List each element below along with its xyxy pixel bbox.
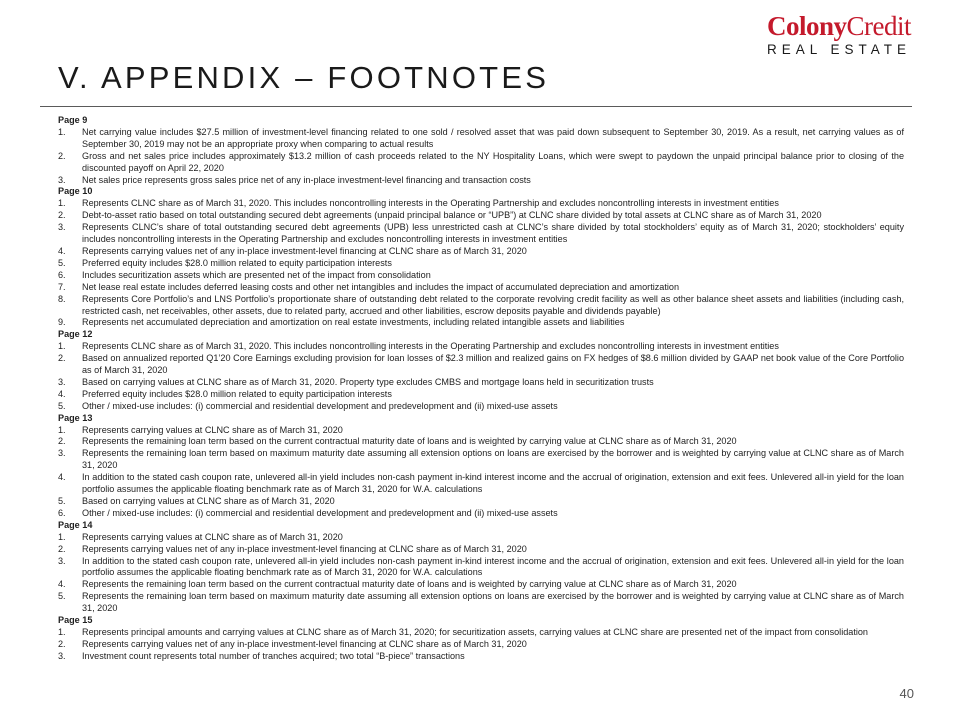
logo-colony: Colony — [766, 11, 847, 41]
page-title: V. APPENDIX – FOOTNOTES — [58, 60, 550, 95]
footnote-item — [58, 175, 904, 187]
section-heading: Page 13 — [58, 412, 93, 423]
footnote-item — [58, 401, 904, 413]
footnote-text: Represents Core Portfolio’s and LNS Portfolio’s proportionate share of outstanding debt related to the corporate revolving credit facility as well as other balance sheet assets and liabilities (including cash, restricted cash, net receivables, other assets, due to related party, accrued and other liabilities, escrow deposits payable and dividends payable) — [82, 293, 904, 316]
footnote-item — [58, 377, 904, 389]
footnote-item — [58, 544, 904, 556]
footnote-item — [58, 294, 904, 318]
footnote-number: 3. — [58, 222, 66, 233]
footnote-text: Includes securitization assets which are presented net of the impact from consolidation — [82, 269, 431, 280]
footnote-number: 5. — [58, 496, 66, 506]
footnote-text: Represents the remaining loan term based on maximum maturity date assuming all extension options on loans are exercised by the borrower and is weighted by carrying value at CLNC share as of March 31, 2020 — [82, 591, 904, 614]
footnote-item — [58, 151, 904, 175]
footnote-number: 2. — [58, 353, 66, 364]
footnote-item — [58, 210, 904, 222]
footnotes-body — [58, 115, 904, 663]
footnote-text: Based on carrying values at CLNC share as of March 31, 2020 — [82, 496, 335, 506]
footnote-text: Other / mixed-use includes: (i) commercial and residential development and predevelopment and (ii) mixed-use assets — [82, 507, 558, 518]
footnote-number: 7. — [58, 281, 66, 292]
footnote-text: Represents carrying values at CLNC share as of March 31, 2020 — [82, 424, 343, 435]
footnote-number: 3. — [58, 174, 66, 185]
footnote-item — [58, 472, 904, 496]
footnote-number: 5. — [58, 400, 66, 411]
footnote-item — [58, 448, 904, 472]
footnote-item — [58, 436, 904, 448]
footnote-number: 2. — [58, 210, 66, 221]
footnote-text: Represents CLNC share as of March 31, 2020. This includes noncontrolling interests in the Operating Partnership and excludes noncontrolling interests in investment entities — [82, 341, 779, 352]
footnote-text: Represents carrying values net of any in-place investment-level financing at CLNC share as of March 31, 2020 — [82, 245, 527, 256]
footnote-text: Represents principal amounts and carrying values at CLNC share as of March 31, 2020; for securitization assets, carrying values at CLNC share are presented net of the impact from consolidation — [82, 626, 868, 637]
title-divider — [40, 106, 912, 107]
footnote-item — [58, 258, 904, 270]
footnote-number: 3. — [58, 650, 66, 661]
footnote-item — [58, 389, 904, 401]
footnote-text: Preferred equity includes $28.0 million related to equity participation interests — [82, 388, 392, 399]
logo-credit: Credit — [846, 11, 912, 41]
footnote-text: Represents CLNC’s share of total outstanding secured debt agreements (UPB) less unrestricted cash at CLNC’s share divided by total stockholders’ equity as of March 31, 2020; stockholders’ equity includes noncontrolling interests in the Operating Partnership and excludes noncontrolling interests in investment entities — [82, 222, 904, 245]
section-heading: Page 12 — [58, 329, 93, 340]
footnote-item — [58, 353, 904, 377]
footnote-item — [58, 532, 904, 544]
footnote-text: Net sales price represents gross sales price net of any in-place investment-level financing and transaction costs — [82, 174, 531, 185]
footnote-item — [58, 246, 904, 258]
logo-subtitle: REAL ESTATE — [766, 42, 912, 57]
footnote-item — [58, 317, 904, 329]
footnote-number: 6. — [58, 507, 66, 518]
footnote-text: Represents carrying values at CLNC share as of March 31, 2020 — [82, 531, 343, 542]
footnote-number: 5. — [58, 257, 66, 268]
footnote-number: 3. — [58, 376, 66, 387]
footnote-item — [58, 579, 904, 591]
footnote-text: Investment count represents total number of tranches acquired; two total “B-piece” transactions — [82, 650, 465, 661]
footnote-text: In addition to the stated cash coupon rate, unlevered all-in yield includes non-cash payment in-kind interest income and the accrual of origination, extension and exit fees. Unlevered all-in yield for the loan portfolio assumes the applicable floating benchmark rate as of March 31, 2020 for W.A. calculations — [82, 555, 904, 578]
footnote-text: Net carrying value includes $27.5 million of investment-level financing related to one sold / resolved asset that was paid down subsequent to September 30, 2019. As a result, net carrying values as of September 30, 2019 may not be an appropriate proxy when comparing to actual results — [82, 126, 904, 149]
footnote-text: Based on annualized reported Q1’20 Core Earnings excluding provision for loan losses of $2.3 million and realized gains on FX hedges of $8.6 million divided by GAAP net book value of the Core Portfolio as of March 31, 2020 — [82, 353, 904, 376]
footnote-item — [58, 591, 904, 615]
footnote-number: 5. — [58, 591, 66, 602]
footnote-number: 8. — [58, 293, 66, 304]
logo-wordmark — [764, 12, 914, 40]
footnote-item — [58, 282, 904, 294]
footnote-item — [58, 556, 904, 580]
footnote-text: Preferred equity includes $28.0 million related to equity participation interests — [82, 257, 392, 268]
footnote-number: 3. — [58, 555, 66, 566]
footnote-text: Debt-to-asset ratio based on total outstanding secured debt agreements (unpaid principal balance or “UPB”) at CLNC share divided by total assets at CLNC share as of March 31, 2020 — [82, 210, 822, 221]
section-heading: Page 14 — [58, 519, 93, 530]
footnote-text: Represents the remaining loan term based on the current contractual maturity date of loans and is weighted by carrying value at CLNC share as of March 31, 2020 — [82, 579, 737, 590]
page-number: 40 — [899, 686, 914, 701]
footnote-number: 1. — [58, 198, 66, 209]
footnote-text: Other / mixed-use includes: (i) commercial and residential development and predevelopment and (ii) mixed-use assets — [82, 400, 558, 411]
footnote-item — [58, 496, 904, 508]
footnote-text: Represents CLNC share as of March 31, 2020. This includes noncontrolling interests in the Operating Partnership and excludes noncontrolling interests in investment entities — [82, 198, 779, 209]
footnote-number: 1. — [58, 531, 66, 542]
footnote-item — [58, 222, 904, 246]
footnote-text: Represents net accumulated depreciation and amortization on real estate investments, including related intangible assets and liabilities — [82, 317, 625, 328]
footnote-number: 2. — [58, 150, 66, 161]
footnote-item — [58, 627, 904, 639]
company-logo — [764, 12, 914, 59]
footnote-item — [58, 270, 904, 282]
footnote-item — [58, 425, 904, 437]
footnote-item — [58, 639, 904, 651]
footnote-number: 2. — [58, 638, 66, 649]
footnote-number: 4. — [58, 472, 66, 483]
footnote-number: 1. — [58, 424, 66, 435]
footnote-number: 4. — [58, 579, 66, 590]
footnote-text: In addition to the stated cash coupon rate, unlevered all-in yield includes non-cash payment in-kind interest income and the accrual of origination, extension and exit fees. Unlevered all-in yield for the loan portfolio assumes the applicable floating benchmark rate as of March 31, 2020 for W.A. calculations — [82, 472, 904, 495]
footnote-number: 4. — [58, 245, 66, 256]
footnote-text: Represents carrying values net of any in-place investment-level financing at CLNC share as of March 31, 2020 — [82, 638, 527, 649]
footnote-number: 9. — [58, 317, 66, 328]
footnote-text: Gross and net sales price includes approximately $13.2 million of cash proceeds related to the NY Hospitality Loans, which were swept to paydown the unpaid principal balance prior to closing of the discounted payoff on April 22, 2020 — [82, 150, 904, 173]
section-heading: Page 10 — [58, 186, 93, 197]
footnote-item — [58, 198, 904, 210]
footnote-item — [58, 651, 904, 663]
footnote-number: 1. — [58, 126, 66, 137]
footnote-number: 4. — [58, 388, 66, 399]
footnote-number: 2. — [58, 543, 66, 554]
footnote-item — [58, 508, 904, 520]
section-heading: Page 15 — [58, 615, 93, 626]
footnote-number: 1. — [58, 626, 66, 637]
footnote-text: Represents the remaining loan term based on the current contractual maturity date of loans and is weighted by carrying value at CLNC share as of March 31, 2020 — [82, 436, 737, 447]
footnote-number: 2. — [58, 436, 66, 447]
footnote-text: Represents the remaining loan term based on maximum maturity date assuming all extension options on loans are exercised by the borrower and is weighted by carrying value at CLNC share as of March 31, 2020 — [82, 448, 904, 471]
footnote-text: Net lease real estate includes deferred leasing costs and other net intangibles and includes the impact of accumulated depreciation and amortization — [82, 281, 680, 292]
section-heading: Page 9 — [58, 115, 88, 125]
footnote-item — [58, 341, 904, 353]
footnote-number: 6. — [58, 269, 66, 280]
footnote-text: Represents carrying values net of any in-place investment-level financing at CLNC share as of March 31, 2020 — [82, 543, 527, 554]
footnote-text: Based on carrying values at CLNC share as of March 31, 2020. Property type excludes CMBS and mortgage loans held in securitization trusts — [82, 376, 654, 387]
footnote-number: 1. — [58, 341, 66, 352]
footnote-item — [58, 127, 904, 151]
footnote-number: 3. — [58, 448, 66, 459]
